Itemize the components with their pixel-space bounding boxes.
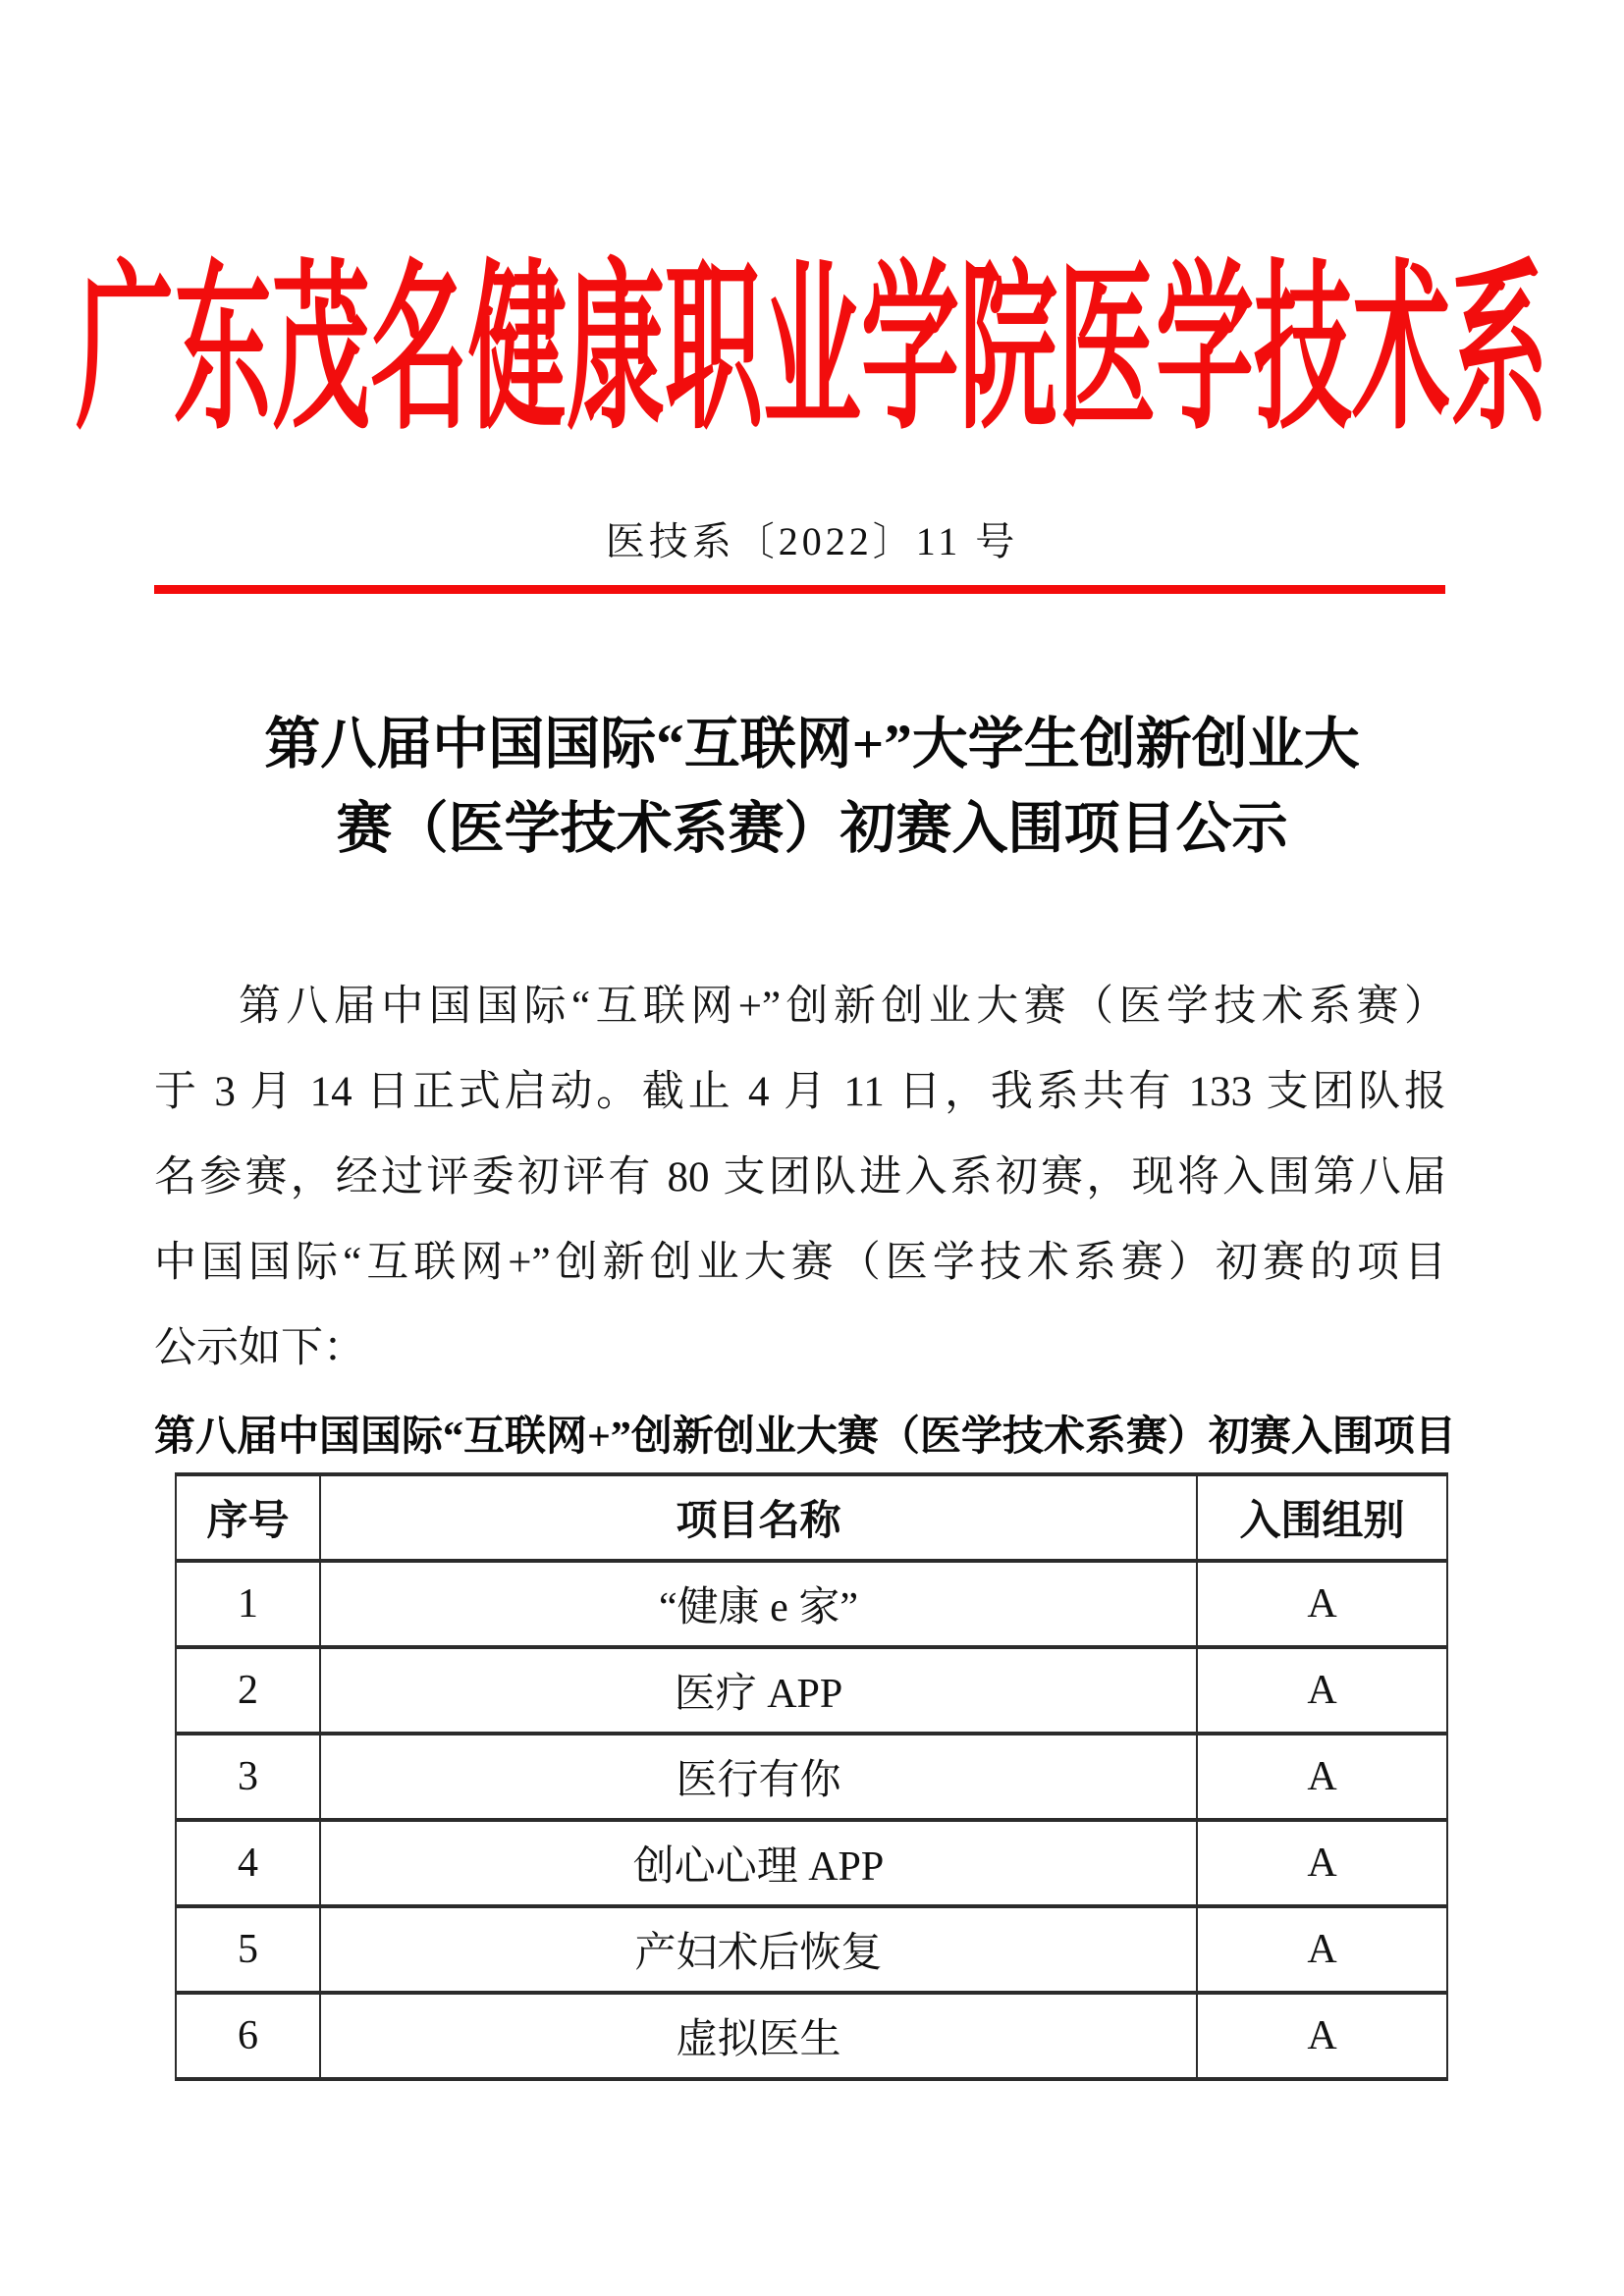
- cell-project-name: “健康 e 家”: [320, 1561, 1197, 1647]
- body-line: 公示如下：: [154, 1325, 365, 1371]
- column-header-project-name: 项目名称: [320, 1474, 1197, 1561]
- document-title-line-1: 第八届中国国际“互联网+”大学生创新创业大: [264, 714, 1360, 775]
- cell-group: A: [1197, 1906, 1447, 1993]
- table-row: [176, 1993, 1447, 2079]
- body-paragraph: [154, 964, 1446, 1391]
- table-row: [176, 1734, 1447, 1820]
- table-row: [176, 1820, 1447, 1906]
- table-caption: 第八届中国国际“互联网+”创新创业大赛（医学技术系赛）初赛入围项目: [154, 1415, 1456, 1460]
- body-line: 第八届中国国际“互联网+”创新创业大赛（医学技术系赛）: [239, 984, 1446, 1030]
- body-line: 于 3 月 14 日正式启动。截止 4 月 11 日，我系共有 133 支团队报: [154, 1069, 1446, 1115]
- cell-group: A: [1197, 1820, 1447, 1906]
- cell-group: A: [1197, 1647, 1447, 1734]
- body-line: 中国国际“互联网+”创新创业大赛（医学技术系赛）初赛的项目: [154, 1240, 1446, 1286]
- cell-project-name: 产妇术后恢复: [320, 1906, 1197, 1993]
- document-number: 医技系〔2022〕11 号: [605, 519, 1019, 563]
- cell-project-name: 医疗 APP: [320, 1647, 1197, 1734]
- cell-project-name: 创心心理 APP: [320, 1820, 1197, 1906]
- letterhead-title: 广东茂名健康职业学院医学技术系: [76, 249, 1548, 452]
- red-divider-rule: [154, 585, 1445, 594]
- table-header-row: [176, 1474, 1447, 1561]
- table-row: [176, 1647, 1447, 1734]
- column-header-group: 入围组别: [1197, 1474, 1447, 1561]
- cell-group: A: [1197, 1993, 1447, 2079]
- document-title: [118, 703, 1506, 872]
- cell-number: 4: [176, 1820, 320, 1906]
- column-header-number: 序号: [176, 1474, 320, 1561]
- cell-project-name: 虚拟医生: [320, 1993, 1197, 2079]
- cell-number: 6: [176, 1993, 320, 2079]
- letterhead: [0, 243, 1624, 459]
- cell-project-name: 医行有你: [320, 1734, 1197, 1820]
- cell-group: A: [1197, 1561, 1447, 1647]
- cell-number: 2: [176, 1647, 320, 1734]
- document-title-line-2: 赛（医学技术系赛）初赛入围项目公示: [336, 798, 1288, 860]
- body-line: 名参赛，经过评委初评有 80 支团队进入系初赛，现将入围第八届: [154, 1154, 1446, 1201]
- table-row: [176, 1561, 1447, 1647]
- cell-number: 3: [176, 1734, 320, 1820]
- cell-number: 1: [176, 1561, 320, 1647]
- cell-number: 5: [176, 1906, 320, 1993]
- table-row: [176, 1906, 1447, 1993]
- cell-group: A: [1197, 1734, 1447, 1820]
- shortlist-table: [175, 1472, 1448, 2081]
